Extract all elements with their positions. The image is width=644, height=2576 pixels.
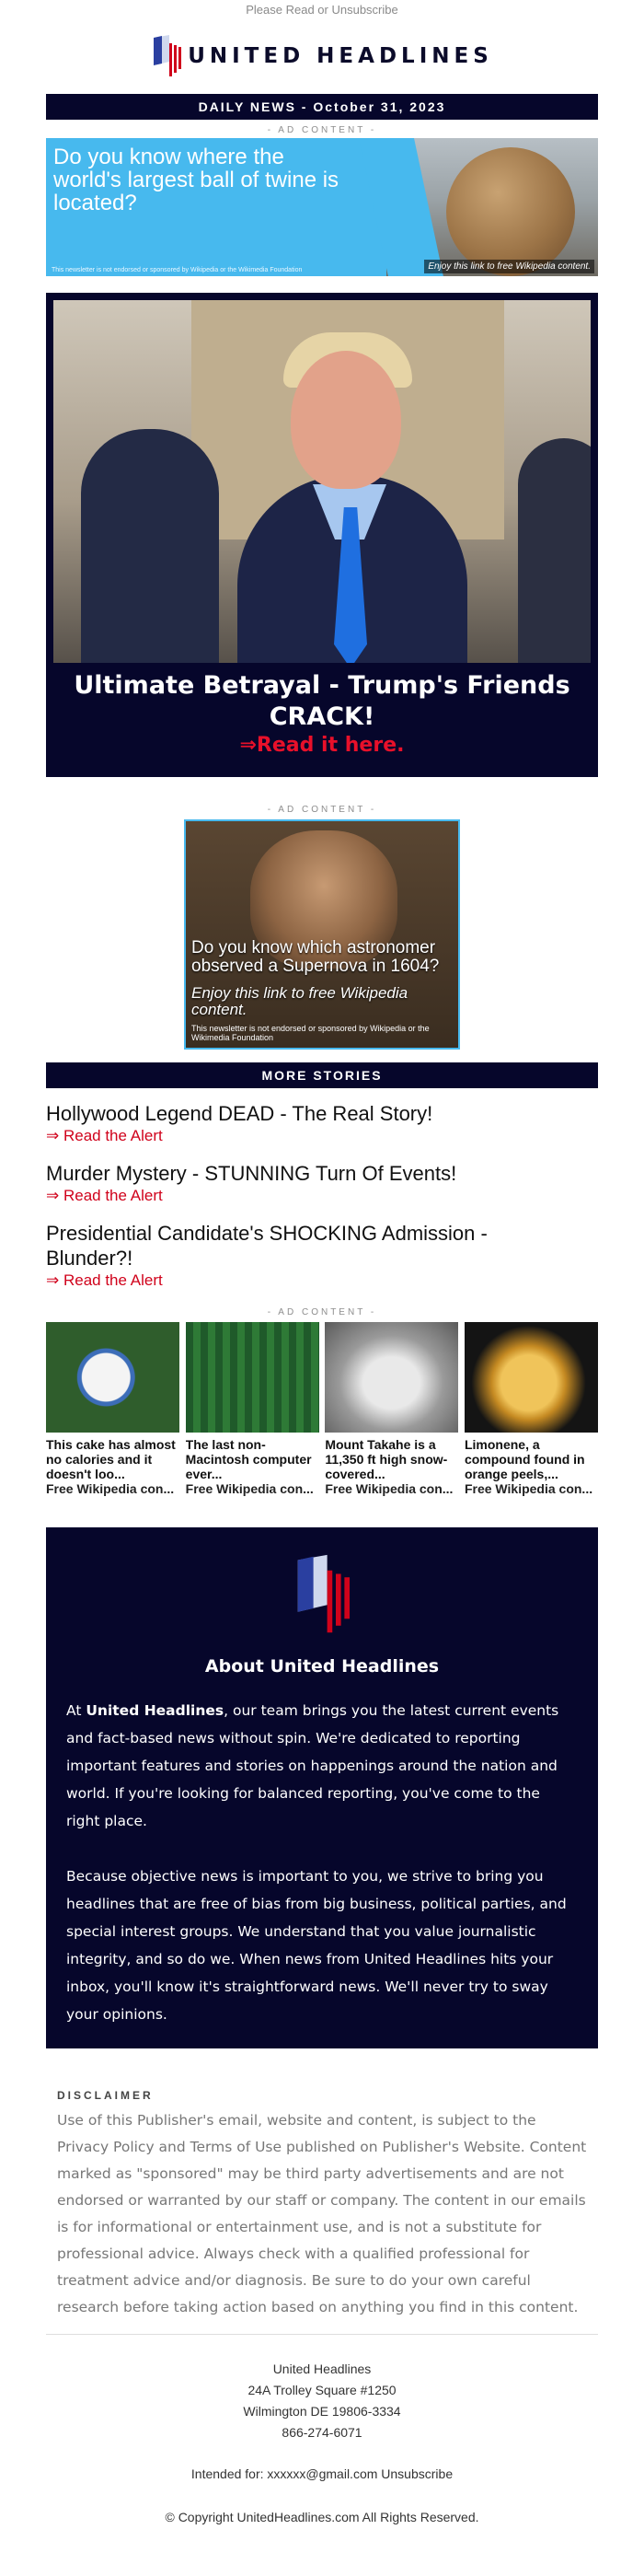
- ad-enjoy-link[interactable]: Enjoy this link to free Wikipedia content.: [191, 984, 408, 1018]
- about-paragraph-1: At United Headlines, our team brings you the latest current events and fact-based news without spin. We're dedicated to reporting important features and stories on happenings around the nation and world. If you're looking for balanced reporting, you've come to the right place.: [66, 1702, 559, 1829]
- footer-address-2: Wilmington DE 19806-3334: [243, 2404, 401, 2419]
- tile-source: Free Wikipedia con...: [185, 1481, 314, 1496]
- ad-astronomer[interactable]: [184, 819, 460, 1050]
- disclaimer-section: [46, 2048, 598, 2335]
- story-title[interactable]: Hollywood Legend DEAD - The Real Story!: [46, 1102, 433, 1125]
- feature-image[interactable]: [53, 300, 591, 663]
- ad-label: - AD CONTENT -: [267, 1307, 377, 1317]
- stories-list: [46, 1101, 598, 1291]
- brand-name: UNITED HEADLINES: [188, 44, 493, 68]
- ad-question: Do you know where the world's largest ball of twine is located?: [53, 145, 339, 215]
- story-title[interactable]: Presidential Candidate's SHOCKING Admission - Blunder?!: [46, 1222, 488, 1270]
- feature-headline[interactable]: Ultimate Betrayal - Trump's Friends CRACK!: [74, 671, 570, 731]
- tile-caption[interactable]: The last non-Macintosh computer ever...: [185, 1437, 312, 1481]
- ad-tiles-grid: [46, 1322, 598, 1496]
- ad-tile[interactable]: [325, 1322, 458, 1496]
- tile-caption[interactable]: This cake has almost no calories and it doesn't loo...: [46, 1437, 176, 1481]
- footer: [46, 2335, 598, 2528]
- about-paragraph-2: Because objective news is important to you, we strive to bring you headlines that are free of bias from big business, political parties, and special interest groups. We understand that you value journalistic integrity, and so do we. When news from United Headlines hits your inbox, you'll know it's straightforward news. We'll never try to sway your opinions.: [66, 1868, 567, 2023]
- tile-source: Free Wikipedia con...: [325, 1481, 454, 1496]
- tile-source: Free Wikipedia con...: [464, 1481, 593, 1496]
- shield-logo-icon: [292, 1553, 352, 1636]
- limonene-image[interactable]: [465, 1322, 598, 1433]
- story-title[interactable]: Murder Mystery - STUNNING Turn Of Events!: [46, 1162, 457, 1185]
- ad-tile[interactable]: [186, 1322, 319, 1496]
- tile-caption[interactable]: Mount Takahe is a 11,350 ft high snow-covered...: [325, 1437, 448, 1481]
- disclaimer-heading: DISCLAIMER: [57, 2089, 154, 2102]
- about-title: About United Headlines: [204, 1656, 440, 1677]
- tile-source: Free Wikipedia con...: [46, 1481, 175, 1496]
- story-item[interactable]: [46, 1161, 598, 1206]
- story-item[interactable]: [46, 1101, 598, 1146]
- about-brand: United Headlines: [86, 1702, 224, 1719]
- feature-story[interactable]: [46, 293, 598, 777]
- footer-company: United Headlines: [272, 2361, 372, 2376]
- preheader-link[interactable]: Please Read or Unsubscribe: [246, 3, 398, 17]
- ad-tile[interactable]: [465, 1322, 598, 1496]
- ad-question: Do you know which astronomer observed a Supernova in 1604?: [191, 938, 440, 976]
- read-alert-link[interactable]: ⇒ Read the Alert: [46, 1187, 163, 1204]
- footer-intended-unsubscribe[interactable]: Intended for: xxxxxx@gmail.com Unsubscribe: [190, 2466, 454, 2481]
- ad-label: - AD CONTENT -: [267, 805, 377, 815]
- shield-logo-icon: [151, 34, 182, 78]
- read-alert-link[interactable]: ⇒ Read the Alert: [46, 1271, 163, 1289]
- brand-logo[interactable]: [46, 24, 598, 88]
- twine-ball-image: [446, 147, 575, 276]
- read-alert-link[interactable]: ⇒ Read the Alert: [46, 1127, 163, 1144]
- disclaimer-body: Use of this Publisher's email, website and content, is subject to the Privacy Policy and Terms of Use published on Publisher's Website. Content marked as "sponsored" may be third party advertisements and are not endorsed or warranted by our staff or company. The content in our emails is for informational or entertainment use, and is not a substitute for professional advice. Always check with a qualified professional for treatment advice and/or diagnosis. Be sure to do your own careful research before taking action based on anything you find in this content.: [57, 2112, 587, 2315]
- ad-fine-print: This newsletter is not endorsed or sponsored by Wikipedia or the Wikimedia Foundation: [191, 1024, 430, 1042]
- mount-takahe-image[interactable]: [325, 1322, 458, 1433]
- footer-copyright: © Copyright UnitedHeadlines.com All Rights Reserved.: [165, 2510, 479, 2524]
- date-band: DAILY NEWS - October 31, 2023: [46, 94, 598, 120]
- more-stories-band: MORE STORIES: [46, 1062, 598, 1088]
- ad-fine-print: This newsletter is not endorsed or sponsored by Wikipedia or the Wikimedia Foundation: [52, 267, 303, 273]
- ad-label: - AD CONTENT -: [267, 125, 377, 135]
- ad-twine-banner[interactable]: [46, 138, 598, 276]
- feature-read-link[interactable]: ⇒Read it here.: [239, 734, 405, 757]
- circuit-board-image[interactable]: [186, 1322, 319, 1433]
- cake-image[interactable]: [46, 1322, 179, 1433]
- footer-phone: 866-274-6071: [282, 2425, 362, 2440]
- ad-enjoy-link[interactable]: Enjoy this link to free Wikipedia content.: [424, 260, 594, 273]
- story-item[interactable]: [46, 1221, 598, 1291]
- tile-caption[interactable]: Limonene, a compound found in orange peels,...: [464, 1437, 585, 1481]
- about-section: [46, 1527, 598, 2048]
- footer-address-1: 24A Trolley Square #1250: [247, 2383, 397, 2397]
- ad-tile[interactable]: [46, 1322, 179, 1496]
